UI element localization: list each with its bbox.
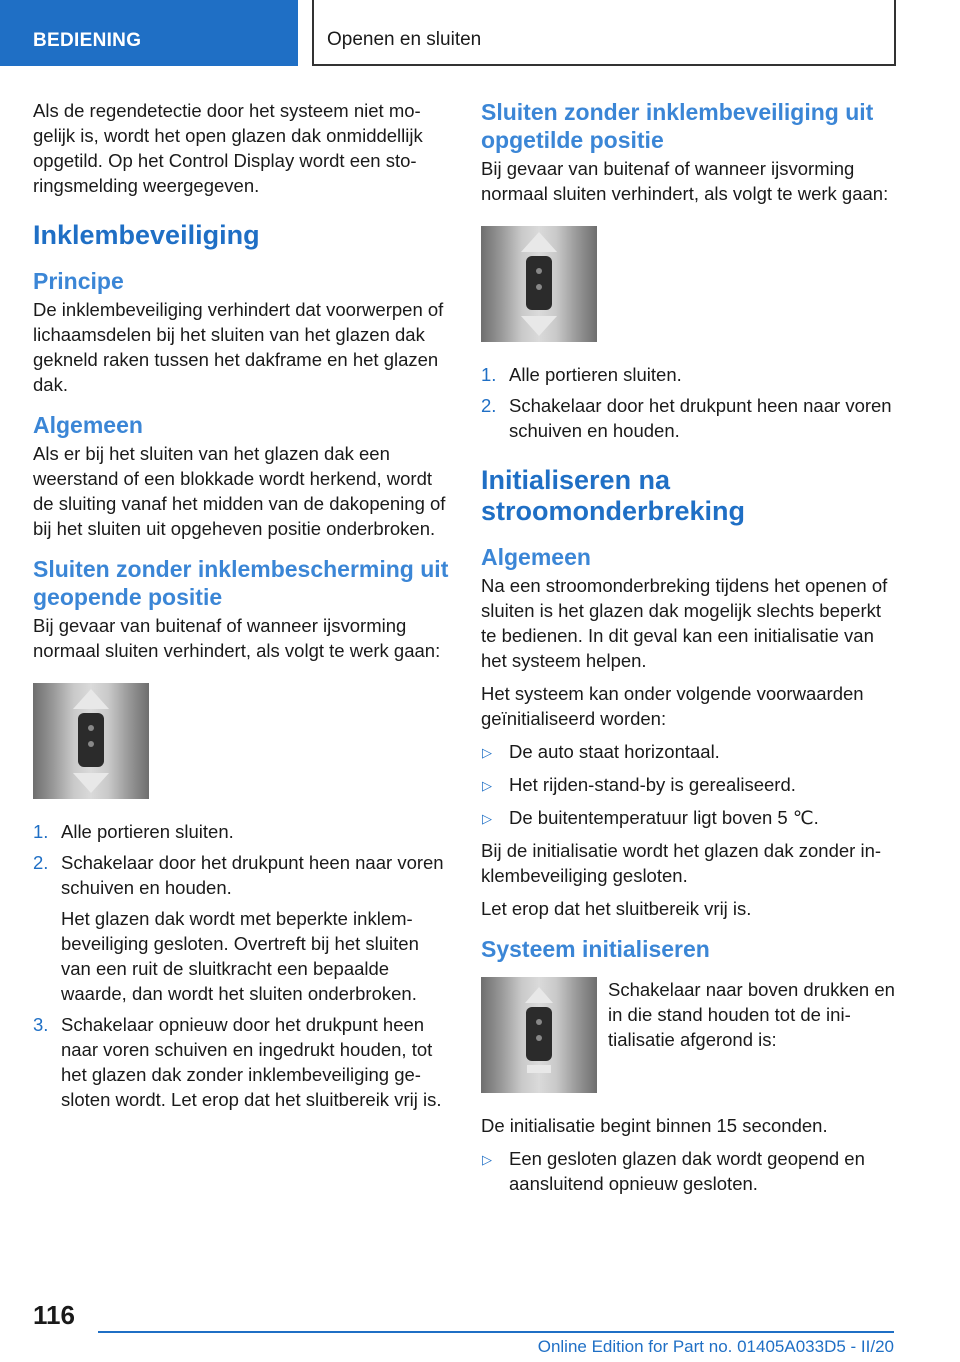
- section-tab: BEDIENING: [0, 0, 298, 66]
- heading-principe: Principe: [33, 268, 124, 294]
- systeem-figure-block: [481, 977, 897, 1093]
- stop-bar-icon: [527, 1065, 551, 1073]
- edition-text: Online Edition for Part no. 01405A033D5 - II/20: [537, 1337, 894, 1356]
- switch-knob: [78, 713, 104, 767]
- triangle-right-icon: ▷: [482, 745, 492, 760]
- switch-illustration: [481, 977, 597, 1093]
- step-text: Alle portieren sluiten.: [61, 821, 234, 842]
- triangle-right-icon: ▷: [482, 1152, 492, 1167]
- init-paragraph-2: Let erop dat het sluitbereik vrij is.: [481, 898, 752, 919]
- switch-knob: [526, 256, 552, 310]
- final-bullets: [481, 1146, 897, 1196]
- arrow-up-icon: [525, 987, 553, 1003]
- list-item: [481, 739, 897, 764]
- step-text: Schakelaar door het drukpunt heen naar voren schuiven en houden.: [61, 852, 444, 898]
- step-number: 1.: [481, 364, 497, 385]
- list-item: [33, 819, 449, 844]
- algemeen-right-paragraph: Na een stroomonderbreking tijdens het openen of sluiten is het glazen dak mogelijk slechts beperkt te bedienen. In dit geval kan een initialisatie van het systeem helpen.: [481, 575, 888, 671]
- init-paragraph-1: Bij de initialisatie wordt het glazen dak zonder inklembeveiliging gesloten.: [481, 840, 882, 886]
- step-text: Schakelaar opnieuw door het drukpunt heen naar voren schuiven en ingedrukt houden, tot het glazen dak zonder inklembeveiliging gesloten wordt. Let erop dat het sluitbereik vrij is.: [61, 1014, 442, 1110]
- step-number: 2.: [481, 395, 497, 416]
- condition-text: De buitentemperatuur ligt boven 5 ℃.: [509, 807, 819, 828]
- step-text: Schakelaar door het drukpunt heen naar voren schuiven en houden.: [509, 395, 892, 441]
- list-item: [481, 393, 897, 443]
- page-number: 116: [33, 1300, 75, 1330]
- footer-divider: [98, 1331, 894, 1333]
- switch-illustration: [33, 683, 149, 799]
- heading-algemeen-right: Algemeen: [481, 544, 591, 570]
- arrow-down-icon: [521, 316, 557, 336]
- list-item: [481, 805, 897, 830]
- triangle-right-icon: ▷: [482, 778, 492, 793]
- heading-initialiseren: Initialiseren na stroomonderbreking: [481, 465, 746, 526]
- condition-text: De auto staat horizontaal.: [509, 741, 720, 762]
- list-item: [481, 1146, 897, 1196]
- algemeen-paragraph: Als er bij het sluiten van het glazen dak een weerstand of een blokkade wordt herkend, wordt de sluiting vanaf het midden van de dakopening of bij het sluiten uit opgeheven positie onderbroken.: [33, 443, 446, 539]
- heading-systeem-initialiseren: Systeem initialiseren: [481, 936, 710, 962]
- switch-illustration: [481, 226, 597, 342]
- list-item: [33, 850, 449, 1006]
- heading-inklembeveiliging: Inklembeveiliging: [33, 220, 260, 250]
- step-number: 1.: [33, 821, 49, 842]
- sluiten-geopend-paragraph: Bij gevaar van buitenaf of wanneer ijsvorming normaal sluiten verhindert, als volgt te werk gaan:: [33, 615, 441, 661]
- bullet-text: Een gesloten glazen dak wordt geopend en aansluitend opnieuw gesloten.: [509, 1148, 865, 1194]
- switch-knob: [526, 1007, 552, 1061]
- intro-paragraph: Als de regendetectie door het systeem niet mogelijk is, wordt het open glazen dak onmiddellijk opgetild. Op het Control Display wordt een storingsmelding weergegeven.: [33, 100, 423, 196]
- conditions-intro: Het systeem kan onder volgende voorwaarden geïnitialiseerd worden:: [481, 683, 864, 729]
- begint-paragraph: De initialisatie begint binnen 15 seconden.: [481, 1115, 828, 1136]
- condition-text: Het rijden-stand-by is gerealiseerd.: [509, 774, 796, 795]
- heading-sluiten-opgetild: Sluiten zonder inklembeveiliging uit opgetilde positie: [481, 99, 874, 153]
- triangle-right-icon: ▷: [482, 811, 492, 826]
- chapter-title: Openen en sluiten: [312, 0, 896, 66]
- steps-list-right: [481, 362, 897, 443]
- list-item: [33, 1012, 449, 1112]
- heading-algemeen: Algemeen: [33, 412, 143, 438]
- step-number: 2.: [33, 852, 49, 873]
- steps-list-left: [33, 819, 449, 1112]
- step-subtext: Het glazen dak wordt met beperkte inklembeveiliging gesloten. Overtreft bij het sluiten van een ruit de sluitkracht een bepaalde waarde, dan wordt het sluiten onderbroken.: [61, 908, 419, 1004]
- list-item: [481, 772, 897, 797]
- step-number: 3.: [33, 1014, 49, 1035]
- sluiten-opgetild-paragraph: Bij gevaar van buitenaf of wanneer ijsvorming normaal sluiten verhindert, als volgt te werk gaan:: [481, 158, 889, 204]
- left-column: [33, 98, 449, 1118]
- arrow-down-icon: [73, 773, 109, 793]
- principe-paragraph: De inklembeveiliging verhindert dat voorwerpen of lichaamsdelen bij het sluiten van het glazen dak gekneld raken tussen het dakframe en het glazen dak.: [33, 299, 444, 395]
- step-text: Alle portieren sluiten.: [509, 364, 682, 385]
- arrow-up-icon: [73, 689, 109, 709]
- page-header: [0, 0, 960, 66]
- right-column: [481, 98, 897, 1204]
- arrow-up-icon: [521, 232, 557, 252]
- list-item: [481, 362, 897, 387]
- heading-sluiten-geopend: Sluiten zonder inklembescherming uit geopende positie: [33, 556, 449, 610]
- conditions-list: [481, 739, 897, 830]
- systeem-paragraph: Schakelaar naar boven drukken en in die stand houden tot de initialisatie afgerond is:: [608, 979, 895, 1050]
